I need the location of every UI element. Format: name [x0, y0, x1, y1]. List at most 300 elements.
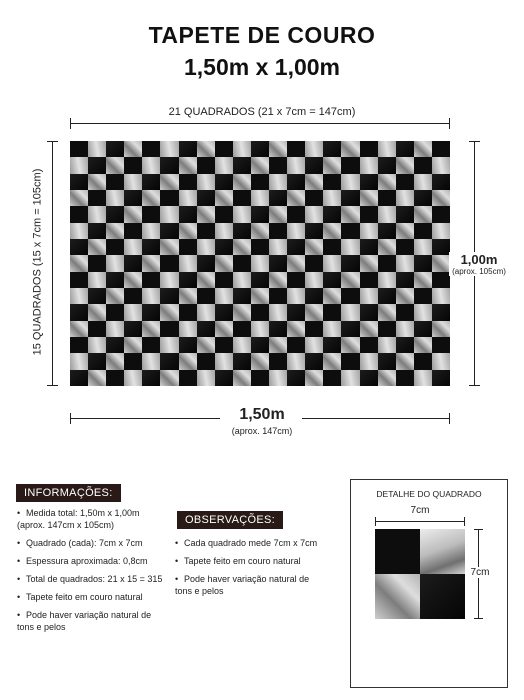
rug-light-square — [360, 321, 378, 337]
rug-light-square — [341, 337, 359, 353]
rug-light-square — [124, 239, 142, 255]
info-item: • Pode haver variação natural de — [17, 609, 187, 621]
rug-dark-square — [323, 174, 341, 190]
rug-dark-square — [215, 272, 233, 288]
rug-dark-square — [233, 223, 251, 239]
detail-square-sample — [375, 529, 465, 619]
rug-light-square — [124, 304, 142, 320]
rug-dark-square — [124, 157, 142, 173]
rug-dark-square — [414, 190, 432, 206]
rug-dark-square — [251, 141, 269, 157]
rug-dark-square — [197, 190, 215, 206]
rug-dark-square — [179, 370, 197, 386]
rug-dark-square — [378, 255, 396, 271]
rug-dark-square — [360, 239, 378, 255]
rug-dark-square — [142, 239, 160, 255]
rug-dark-square — [70, 206, 88, 222]
rug-dark-square — [142, 337, 160, 353]
rug-dark-square — [142, 304, 160, 320]
rug-dark-square — [70, 337, 88, 353]
rug-light-square — [233, 304, 251, 320]
rug-dark-square — [414, 288, 432, 304]
rug-dark-square — [179, 337, 197, 353]
rug-light-square — [106, 157, 124, 173]
rug-light-square — [197, 337, 215, 353]
rug-dark-square — [432, 337, 450, 353]
rug-light-square — [341, 272, 359, 288]
rug-light-square — [287, 190, 305, 206]
rug-light-square — [269, 206, 287, 222]
rug-light-square — [160, 239, 178, 255]
rug-light-square — [432, 353, 450, 369]
rug-light-square — [142, 190, 160, 206]
rug-dark-square — [269, 353, 287, 369]
rug-light-square — [160, 337, 178, 353]
rug-light-square — [378, 370, 396, 386]
rug-dark-square — [106, 239, 124, 255]
rug-light-square — [341, 304, 359, 320]
rug-dark-square — [396, 174, 414, 190]
detail-height-tick-bottom — [474, 618, 483, 619]
rug-dark-square — [215, 174, 233, 190]
rug-dark-square — [124, 288, 142, 304]
rug-dark-square — [341, 255, 359, 271]
rug-light-square — [251, 157, 269, 173]
rug-dark-square — [251, 239, 269, 255]
rug-dark-square — [233, 353, 251, 369]
rug-light-square — [88, 272, 106, 288]
rug-light-square — [142, 157, 160, 173]
left-dimension-tick-bottom — [47, 385, 58, 386]
rug-light-square — [160, 304, 178, 320]
rug-light-square — [124, 337, 142, 353]
observation-item-continuation: tons e pelos — [175, 586, 224, 596]
rug-dark-square — [70, 304, 88, 320]
bottom-dimension-tick-right — [449, 413, 450, 424]
rug-dark-square — [179, 206, 197, 222]
rug-dark-square — [269, 321, 287, 337]
rug-light-square — [341, 174, 359, 190]
info-list — [17, 507, 187, 639]
rug-light-square — [106, 190, 124, 206]
rug-light-square — [360, 223, 378, 239]
rug-dark-square — [251, 272, 269, 288]
rug-dark-square — [251, 337, 269, 353]
rug-dark-square — [179, 141, 197, 157]
rug-light-square — [215, 255, 233, 271]
rug-dark-square — [378, 353, 396, 369]
rug-light-square — [432, 223, 450, 239]
rug-light-square — [215, 223, 233, 239]
rug-light-square — [414, 206, 432, 222]
page-title: TAPETE DE COURO — [148, 22, 376, 48]
rug-light-square — [70, 255, 88, 271]
rug-dark-square — [305, 255, 323, 271]
rug-dark-square — [287, 337, 305, 353]
rug-light-square — [341, 239, 359, 255]
rug-dark-square — [106, 206, 124, 222]
rug-light-square — [179, 157, 197, 173]
rug-dark-square — [215, 370, 233, 386]
rug-light-square — [124, 272, 142, 288]
rug-dark-square — [88, 255, 106, 271]
rug-light-square — [124, 174, 142, 190]
detail-width-label: 7cm — [410, 505, 430, 516]
rug-light-square — [323, 255, 341, 271]
rug-dark-square — [323, 370, 341, 386]
rug-dark-square — [341, 321, 359, 337]
detail-width-tick-left — [375, 517, 376, 526]
rug-dark-square — [269, 255, 287, 271]
rug-light-square — [251, 255, 269, 271]
bottom-dimension-sub: (aprox. 147cm) — [231, 426, 293, 436]
rug-light-square — [233, 239, 251, 255]
rug-dark-square — [414, 353, 432, 369]
rug-light-square — [414, 141, 432, 157]
rug-light-square — [360, 157, 378, 173]
rug-light-square — [251, 353, 269, 369]
rug-dark-square — [70, 174, 88, 190]
rug-light-square — [305, 141, 323, 157]
rug-dark-square — [341, 288, 359, 304]
rug-dark-square — [233, 288, 251, 304]
rug-light-square — [341, 370, 359, 386]
rug-light-square — [396, 190, 414, 206]
rug-dark-square — [106, 370, 124, 386]
rug-light-square — [106, 255, 124, 271]
rug-dark-square — [233, 255, 251, 271]
rug-light-square — [197, 206, 215, 222]
rug-dark-square — [396, 370, 414, 386]
rug-dark-square — [142, 141, 160, 157]
rug-dark-square — [70, 239, 88, 255]
rug-light-square — [88, 304, 106, 320]
rug-dark-square — [233, 190, 251, 206]
rug-dark-square — [88, 288, 106, 304]
rug-light-square — [269, 272, 287, 288]
observations-heading: OBSERVAÇÕES: — [177, 511, 283, 529]
rug-light-square — [251, 223, 269, 239]
rug-dark-square — [414, 223, 432, 239]
rug-dark-square — [197, 288, 215, 304]
left-dimension-label: 15 QUADRADOS (15 x 7cm = 105cm) — [32, 155, 44, 370]
rug-dark-square — [396, 239, 414, 255]
rug-light-square — [88, 141, 106, 157]
rug-light-square — [432, 288, 450, 304]
rug-light-square — [233, 337, 251, 353]
rug-light-square — [70, 353, 88, 369]
rug-light-square — [305, 337, 323, 353]
rug-light-square — [88, 239, 106, 255]
rug-light-square — [378, 239, 396, 255]
top-dimension-tick-right — [449, 118, 450, 129]
rug-dark-square — [179, 304, 197, 320]
rug-light-square — [142, 321, 160, 337]
rug-dark-square — [432, 206, 450, 222]
rug-light-square — [287, 255, 305, 271]
rug-light-square — [378, 272, 396, 288]
rug-dark-square — [360, 272, 378, 288]
right-dimension-tick-bottom — [469, 385, 480, 386]
rug-light-square — [360, 255, 378, 271]
rug-light-square — [179, 190, 197, 206]
rug-dark-square — [142, 206, 160, 222]
rug-light-square — [106, 321, 124, 337]
rug-dark-square — [160, 321, 178, 337]
rug-light-square — [88, 206, 106, 222]
rug-light-square — [378, 206, 396, 222]
info-item-continuation: tons e pelos — [17, 622, 66, 632]
rug-dark-square — [124, 190, 142, 206]
rug-dark-square — [396, 337, 414, 353]
rug-light-square — [269, 239, 287, 255]
rug-light-square — [269, 337, 287, 353]
rug-dark-square — [215, 239, 233, 255]
rug-dark-square — [70, 141, 88, 157]
rug-dark-square — [323, 206, 341, 222]
rug-dark-square — [432, 174, 450, 190]
rug-light-square — [160, 370, 178, 386]
rug-light-square — [432, 157, 450, 173]
rug-light-square — [414, 370, 432, 386]
rug-dark-square — [160, 255, 178, 271]
rug-dark-square — [124, 255, 142, 271]
rug-dark-square — [88, 353, 106, 369]
rug-light-square — [305, 304, 323, 320]
rug-dark-square — [179, 272, 197, 288]
rug-dark-square — [142, 272, 160, 288]
rug-light-square — [70, 190, 88, 206]
rug-light-square — [142, 353, 160, 369]
rug-light-square — [287, 288, 305, 304]
rug-dark-square — [142, 174, 160, 190]
rug-light-square — [106, 353, 124, 369]
observation-item: • Cada quadrado mede 7cm x 7cm — [175, 537, 340, 549]
rug-light-square — [197, 141, 215, 157]
rug-dark-square — [215, 304, 233, 320]
rug-light-square — [396, 157, 414, 173]
rug-light-square — [287, 157, 305, 173]
observations-list — [175, 537, 340, 603]
rug-light-square — [142, 288, 160, 304]
rug-light-square — [124, 206, 142, 222]
info-item: • Tapete feito em couro natural — [17, 591, 187, 603]
leather-rug-checkerboard — [70, 141, 450, 386]
rug-dark-square — [179, 239, 197, 255]
rug-dark-square — [251, 304, 269, 320]
info-item-continuation: (aprox. 147cm x 105cm) — [17, 520, 115, 530]
rug-dark-square — [269, 190, 287, 206]
rug-dark-square — [106, 141, 124, 157]
rug-dark-square — [215, 206, 233, 222]
rug-light-square — [378, 174, 396, 190]
rug-dark-square — [88, 321, 106, 337]
rug-dark-square — [269, 157, 287, 173]
rug-dark-square — [396, 206, 414, 222]
rug-dark-square — [432, 304, 450, 320]
rug-dark-square — [360, 337, 378, 353]
rug-dark-square — [233, 321, 251, 337]
rug-dark-square — [360, 141, 378, 157]
rug-light-square — [179, 223, 197, 239]
rug-light-square — [70, 288, 88, 304]
rug-light-square — [70, 157, 88, 173]
rug-dark-square — [251, 370, 269, 386]
rug-light-square — [215, 190, 233, 206]
rug-dark-square — [88, 190, 106, 206]
detail-title: DETALHE DO QUADRADO — [376, 489, 482, 499]
rug-light-square — [88, 370, 106, 386]
rug-dark-square — [287, 272, 305, 288]
rug-dark-square — [341, 223, 359, 239]
bottom-dimension-line-left — [70, 418, 220, 419]
rug-light-square — [179, 288, 197, 304]
detail-width-line — [375, 521, 465, 522]
rug-dark-square — [106, 174, 124, 190]
rug-dark-square — [251, 206, 269, 222]
left-dimension-tick-top — [47, 141, 58, 142]
rug-dark-square — [414, 157, 432, 173]
rug-light-square — [124, 141, 142, 157]
rug-light-square — [432, 321, 450, 337]
rug-light-square — [396, 288, 414, 304]
rug-light-square — [160, 206, 178, 222]
rug-dark-square — [197, 353, 215, 369]
rug-dark-square — [233, 157, 251, 173]
rug-light-square — [106, 223, 124, 239]
rug-light-square — [414, 304, 432, 320]
bottom-dimension-line-right — [302, 418, 450, 419]
left-dimension-line — [52, 141, 53, 386]
rug-light-square — [233, 272, 251, 288]
rug-dark-square — [160, 223, 178, 239]
rug-dark-square — [124, 223, 142, 239]
info-item: • Espessura aproximada: 0,8cm — [17, 555, 187, 567]
page-subtitle-size: 1,50m x 1,00m — [183, 54, 340, 80]
rug-dark-square — [179, 174, 197, 190]
detail-dark-square — [375, 529, 420, 574]
rug-dark-square — [432, 239, 450, 255]
bottom-dimension-tick-left — [70, 413, 71, 424]
rug-dark-square — [378, 288, 396, 304]
rug-dark-square — [160, 353, 178, 369]
rug-dark-square — [197, 157, 215, 173]
rug-light-square — [305, 174, 323, 190]
rug-light-square — [323, 353, 341, 369]
rug-dark-square — [197, 223, 215, 239]
observation-item: • Pode haver variação natural de — [175, 573, 340, 585]
rug-light-square — [287, 223, 305, 239]
rug-dark-square — [287, 141, 305, 157]
rug-dark-square — [360, 206, 378, 222]
rug-light-square — [305, 206, 323, 222]
rug-light-square — [360, 353, 378, 369]
top-dimension-line — [70, 123, 450, 124]
rug-dark-square — [215, 141, 233, 157]
rug-light-square — [414, 239, 432, 255]
rug-light-square — [197, 174, 215, 190]
info-item: • Total de quadrados: 21 x 15 = 315 — [17, 573, 187, 585]
rug-dark-square — [323, 272, 341, 288]
rug-dark-square — [323, 304, 341, 320]
rug-light-square — [70, 321, 88, 337]
rug-dark-square — [142, 370, 160, 386]
rug-light-square — [323, 157, 341, 173]
rug-dark-square — [287, 174, 305, 190]
rug-dark-square — [88, 223, 106, 239]
rug-light-square — [341, 206, 359, 222]
rug-light-square — [269, 174, 287, 190]
rug-dark-square — [323, 239, 341, 255]
rug-light-square — [251, 288, 269, 304]
rug-light-square — [197, 239, 215, 255]
rug-light-square — [360, 288, 378, 304]
rug-light-square — [233, 141, 251, 157]
detail-height-tick-top — [474, 529, 483, 530]
rug-dark-square — [341, 353, 359, 369]
right-dimension-label-box — [449, 252, 509, 276]
rug-dark-square — [124, 321, 142, 337]
rug-light-square — [215, 157, 233, 173]
rug-light-square — [215, 353, 233, 369]
rug-light-square — [432, 255, 450, 271]
rug-light-square — [179, 353, 197, 369]
top-dimension-label: 21 QUADRADOS (21 x 7cm = 147cm) — [168, 106, 356, 118]
rug-dark-square — [160, 190, 178, 206]
rug-light-square — [160, 174, 178, 190]
rug-dark-square — [305, 321, 323, 337]
rug-light-square — [323, 223, 341, 239]
rug-dark-square — [197, 255, 215, 271]
rug-light-square — [215, 288, 233, 304]
rug-light-square — [142, 223, 160, 239]
bottom-dimension-main: 1,50m — [239, 406, 285, 423]
rug-dark-square — [70, 272, 88, 288]
rug-dark-square — [432, 370, 450, 386]
rug-light-square — [378, 141, 396, 157]
rug-light-square — [269, 370, 287, 386]
rug-light-square — [396, 255, 414, 271]
rug-dark-square — [396, 304, 414, 320]
rug-dark-square — [305, 157, 323, 173]
rug-dark-square — [106, 272, 124, 288]
rug-dark-square — [160, 157, 178, 173]
rug-dark-square — [396, 141, 414, 157]
rug-dark-square — [124, 353, 142, 369]
rug-dark-square — [305, 190, 323, 206]
right-dimension-tick-top — [469, 141, 480, 142]
rug-light-square — [305, 272, 323, 288]
rug-light-square — [233, 174, 251, 190]
observation-item: • Tapete feito em couro natural — [175, 555, 340, 567]
info-heading: INFORMAÇÕES: — [16, 484, 121, 502]
rug-light-square — [341, 141, 359, 157]
info-item: • Quadrado (cada): 7cm x 7cm — [17, 537, 187, 549]
rug-dark-square — [360, 370, 378, 386]
rug-dark-square — [432, 141, 450, 157]
rug-dark-square — [106, 337, 124, 353]
top-dimension-tick-left — [70, 118, 71, 129]
rug-dark-square — [269, 288, 287, 304]
rug-light-square — [323, 190, 341, 206]
rug-light-square — [197, 304, 215, 320]
rug-light-square — [233, 206, 251, 222]
rug-dark-square — [360, 174, 378, 190]
detail-height-label: 7cm — [467, 567, 493, 578]
detail-light-square — [375, 574, 420, 619]
rug-dark-square — [197, 321, 215, 337]
rug-light-square — [396, 223, 414, 239]
